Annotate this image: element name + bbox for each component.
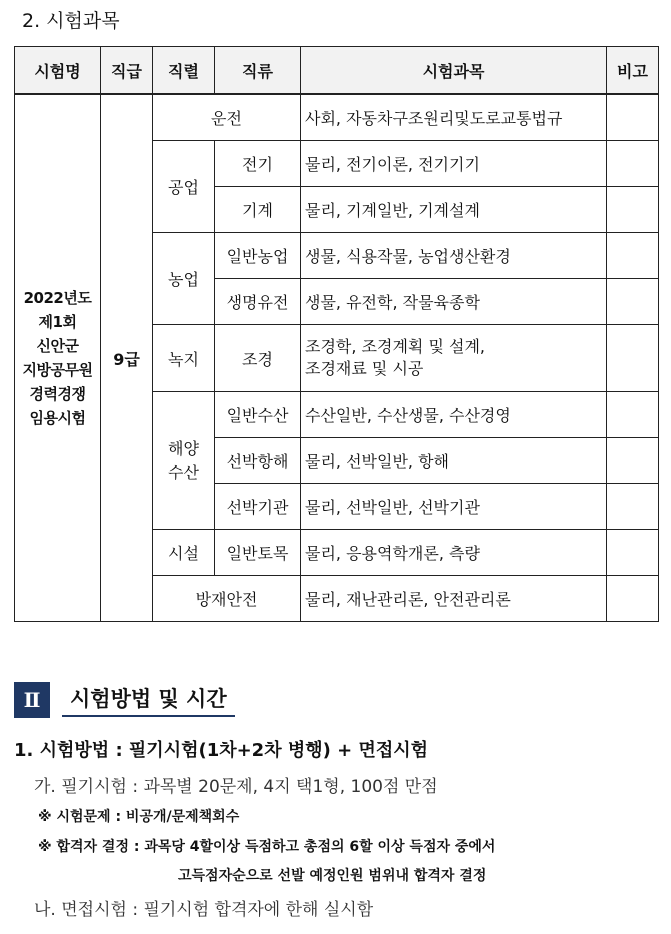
exam-subjects-table <box>14 46 659 622</box>
series-industry: 공업 <box>153 141 215 233</box>
remarks-cell <box>607 187 659 233</box>
header-type: 직류 <box>215 47 301 95</box>
series-agri: 농업 <box>153 233 215 325</box>
remarks-cell <box>607 141 659 187</box>
table-row <box>15 94 659 141</box>
subjects-disaster: 물리, 재난관리론, 안전관리론 <box>301 576 607 622</box>
exam-name-line: 임용시험 <box>29 409 86 427</box>
note-pass-criteria-cont: 고득점자순으로 선발 예정인원 범위내 합격자 결정 <box>178 868 487 884</box>
interview-line: 나. 면접시험 : 필기시험 합격자에 한해 실시함 <box>34 900 374 920</box>
exam-method-line: 1. 시험방법 : 필기시험(1차+2차 병행) + 면접시험 <box>14 740 429 761</box>
part2-title: 시험방법 및 시간 <box>62 683 235 717</box>
exam-name-line: 2022년도 <box>23 289 92 307</box>
remarks-cell <box>607 279 659 325</box>
grade-cell: 9급 <box>101 94 153 622</box>
type-general-agri: 일반농업 <box>215 233 301 279</box>
part2-heading <box>14 681 235 719</box>
remarks-cell <box>607 325 659 392</box>
subjects-landscape <box>301 325 607 392</box>
subjects-fishery: 수산일반, 수산생물, 수산경영 <box>301 392 607 438</box>
series-driving: 운전 <box>153 94 301 141</box>
type-landscape: 조경 <box>215 325 301 392</box>
series-marine-line: 수산 <box>168 462 199 482</box>
exam-name-cell <box>15 94 101 622</box>
series-green: 녹지 <box>153 325 215 392</box>
exam-name-line: 지방공무원 <box>22 361 93 379</box>
remarks-cell <box>607 484 659 530</box>
remarks-cell <box>607 392 659 438</box>
note-exam-questions: ※ 시험문제 : 비공개/문제책회수 <box>38 809 240 825</box>
series-marine <box>153 392 215 530</box>
subjects-navigation: 물리, 선박일반, 항해 <box>301 438 607 484</box>
remarks-cell <box>607 530 659 576</box>
subjects-civil: 물리, 응용역학개론, 측량 <box>301 530 607 576</box>
remarks-cell <box>607 438 659 484</box>
section-heading: 2. 시험과목 <box>22 10 120 32</box>
subjects-landscape-line: 조경재료 및 시공 <box>305 359 424 378</box>
subjects-machine: 물리, 기계일반, 기계설계 <box>301 187 607 233</box>
type-fishery: 일반수산 <box>215 392 301 438</box>
written-exam-line: 가. 필기시험 : 과목별 20문제, 4지 택1형, 100점 만점 <box>34 777 438 797</box>
type-electric: 전기 <box>215 141 301 187</box>
part2-numeral-badge: Ⅱ <box>14 682 50 718</box>
note-pass-criteria: ※ 합격자 결정 : 과목당 4할이상 득점하고 총점의 6할 이상 득점자 중에서 <box>38 839 496 855</box>
exam-name-line: 경력경쟁 <box>29 385 86 403</box>
remarks-cell <box>607 233 659 279</box>
type-genetics: 생명유전 <box>215 279 301 325</box>
remarks-cell <box>607 576 659 622</box>
header-exam-name: 시험명 <box>15 47 101 95</box>
remarks-cell <box>607 94 659 141</box>
subjects-landscape-line: 조경학, 조경계획 및 설계, <box>305 337 485 356</box>
subjects-genetics: 생물, 유전학, 작물육종학 <box>301 279 607 325</box>
series-disaster: 방재안전 <box>153 576 301 622</box>
header-subjects: 시험과목 <box>301 47 607 95</box>
type-navigation: 선박항해 <box>215 438 301 484</box>
type-machine: 기계 <box>215 187 301 233</box>
type-civil: 일반토목 <box>215 530 301 576</box>
series-facility: 시설 <box>153 530 215 576</box>
subjects-electric: 물리, 전기이론, 전기기기 <box>301 141 607 187</box>
type-engine: 선박기관 <box>215 484 301 530</box>
subjects-general-agri: 생물, 식용작물, 농업생산환경 <box>301 233 607 279</box>
subjects-driving: 사회, 자동차구조원리및도로교통법규 <box>301 94 607 141</box>
table-header-row <box>15 47 659 95</box>
series-marine-line: 해양 <box>168 438 199 458</box>
exam-name-line: 신안군 <box>36 337 79 355</box>
header-remarks: 비고 <box>607 47 659 95</box>
subjects-engine: 물리, 선박일반, 선박기관 <box>301 484 607 530</box>
header-grade: 직급 <box>101 47 153 95</box>
exam-name-line: 제1회 <box>38 313 77 331</box>
header-series: 직렬 <box>153 47 215 95</box>
